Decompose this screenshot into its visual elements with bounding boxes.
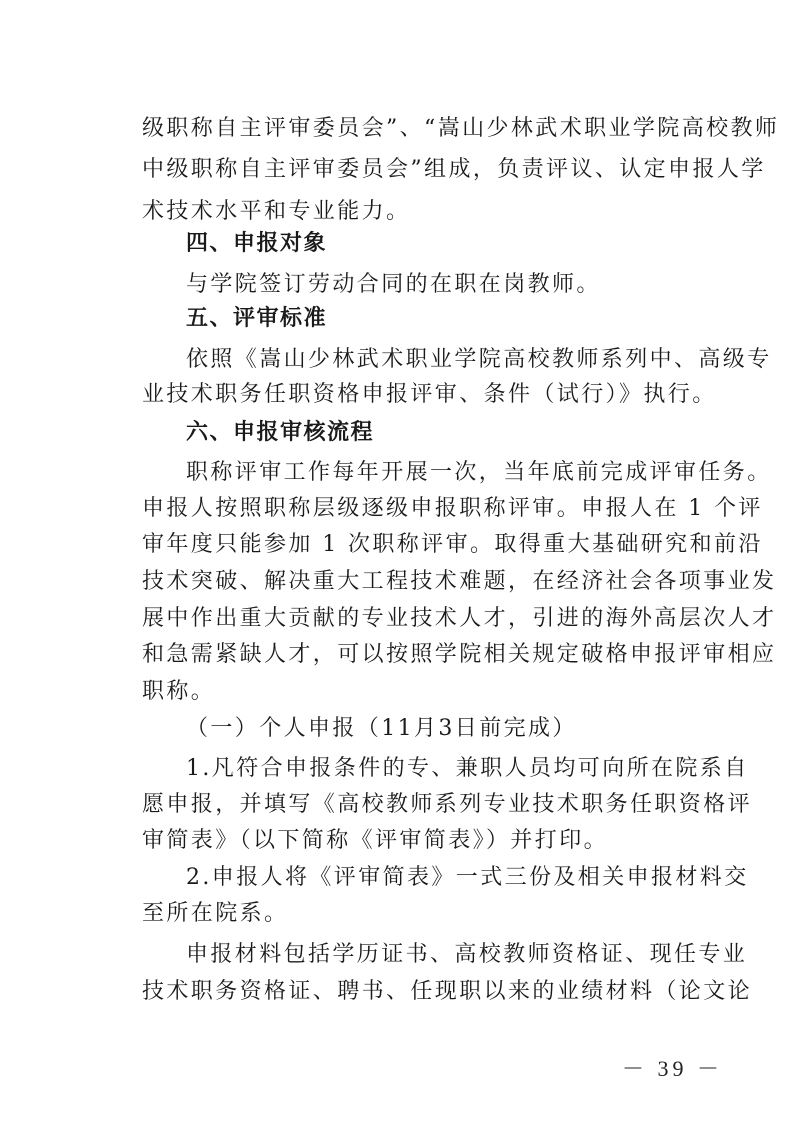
- paragraph-line: 技术突破、解决重大工程技术难题，在经济社会各项事业发: [142, 569, 777, 594]
- paragraph-line: 中级职称自主评审委员会”组成，负责评议、认定申报人学: [142, 157, 766, 182]
- paragraph-line: 至所在院系。: [142, 901, 289, 926]
- section-heading-6: 六、申报审核流程: [186, 420, 375, 445]
- section-heading-5: 五、评审标准: [186, 306, 328, 331]
- paragraph-line: 审年度只能参加 1 次职称评审。取得重大基础研究和前沿: [142, 532, 763, 557]
- paragraph-line: 申报材料包括学历证书、高校教师资格证、现任专业: [186, 942, 748, 967]
- paragraph-line: 审简表》（以下简称《评审简表》）并打印。: [142, 828, 609, 853]
- paragraph-line: 愿申报，并填写《高校教师系列专业技术职务任职资格评: [142, 792, 753, 817]
- paragraph-line: 申报人按照职称层级逐级申报职称评审。申报人在 1 个评: [142, 496, 763, 521]
- page-number: － 39 －: [622, 1056, 724, 1081]
- paragraph-line: 2.申报人将《评审简表》一式三份及相关申报材料交: [186, 865, 749, 890]
- paragraph-line: 技术职务资格证、聘书、任现职以来的业绩材料（论文论: [142, 979, 753, 1004]
- paragraph-line: 级职称自主评审委员会”、“嵩山少林武术职业学院高校教师: [142, 116, 780, 141]
- paragraph-line: 职称评审工作每年开展一次，当年底前完成评审任务。: [186, 460, 772, 485]
- paragraph-line: 职称。: [142, 679, 216, 704]
- paragraph-line: 术技术水平和专业能力。: [142, 199, 411, 224]
- paragraph-line: 依照《嵩山少林武术职业学院高校教师系列中、高级专: [186, 347, 772, 372]
- subsection-heading-1: （一）个人申报（11月3日前完成）: [186, 716, 577, 741]
- section-heading-4: 四、申报对象: [186, 231, 328, 256]
- paragraph-line: 和急需紧缺人才，可以按照学院相关规定破格申报评审相应: [142, 642, 777, 667]
- paragraph-line: 展中作出重大贡献的专业技术人才，引进的海外高层次人才: [142, 606, 777, 631]
- paragraph-line: 业技术职务任职资格申报评审、条件（试行）》执行。: [142, 382, 717, 407]
- paragraph-line: 与学院签订劳动合同的在职在岗教师。: [186, 272, 601, 297]
- paragraph-line: 1.凡符合申报条件的专、兼职人员均可向所在院系自: [186, 756, 749, 781]
